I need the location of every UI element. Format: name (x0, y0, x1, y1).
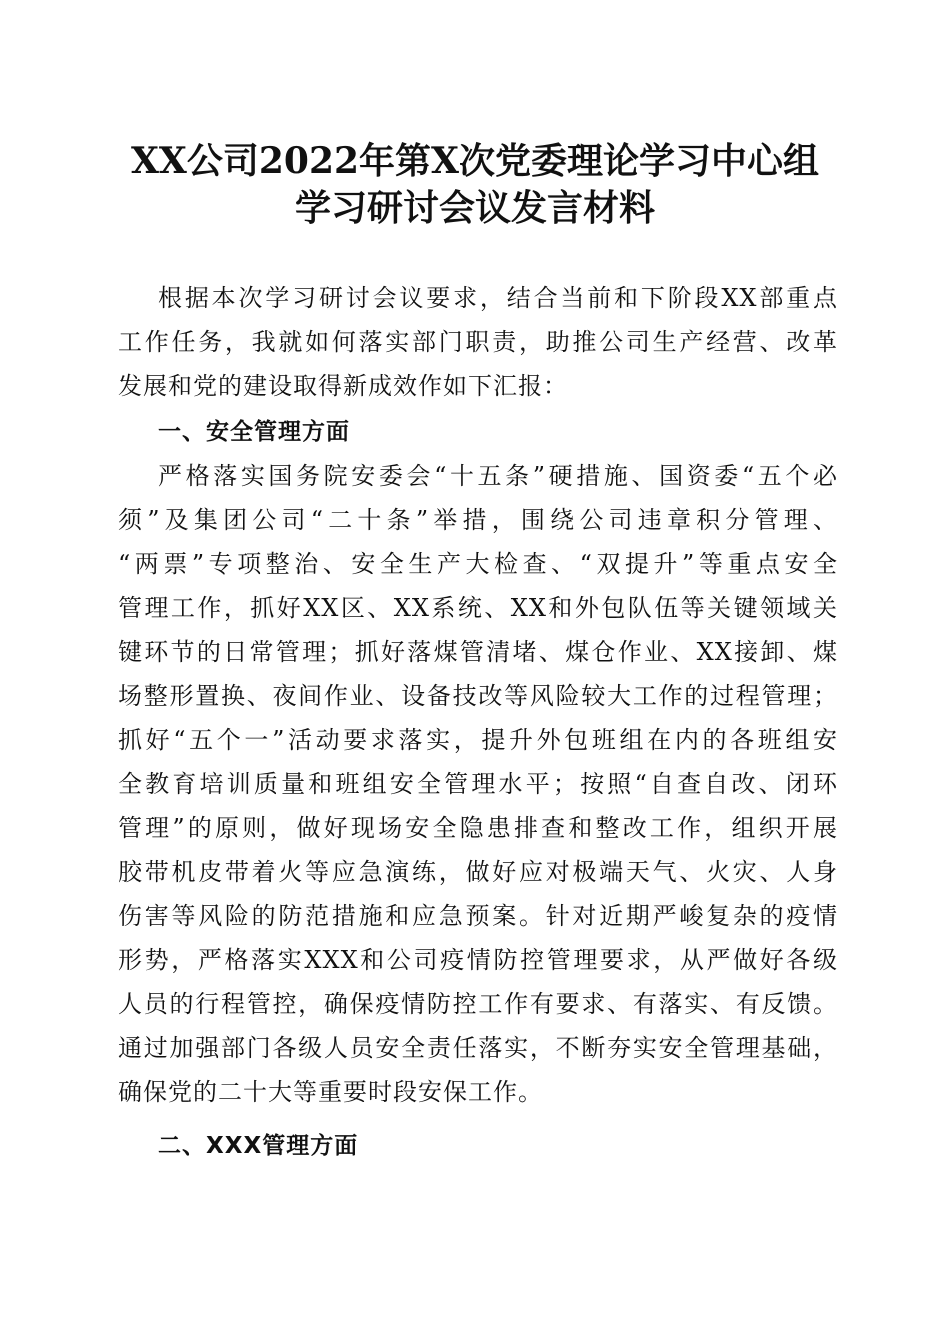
section1-line: 场整形置换、夜间作业、设备技改等风险较大工作的过程管理； (118, 682, 838, 710)
section1-line: 须”及集团公司“二十条”举措，围绕公司违章积分管理、 (118, 506, 838, 534)
intro-line: 发展和党的建设取得新成效作如下汇报： (118, 372, 568, 400)
section1-line: 胶带机皮带着火等应急演练，做好应对极端天气、火灾、人身 (118, 858, 838, 886)
section1-line: 伤害等风险的防范措施和应急预案。针对近期严峻复杂的疫情 (118, 902, 838, 930)
section1-line: 全教育培训质量和班组安全管理水平；按照“自查自改、闭环 (118, 770, 838, 798)
section-heading-safety: 一、安全管理方面 (158, 419, 350, 445)
section-heading-xxx: 二、XXX管理方面 (158, 1133, 359, 1159)
section1-line: “两票”专项整治、安全生产大检查、“双提升”等重点安全 (118, 550, 838, 578)
section1-line: 严格落实国务院安委会“十五条”硬措施、国资委“五个必 (158, 462, 838, 490)
section1-line: 管理”的原则，做好现场安全隐患排查和整改工作，组织开展 (118, 814, 838, 842)
section1-line: 键环节的日常管理；抓好落煤管清堵、煤仓作业、XX接卸、煤 (118, 638, 838, 666)
intro-line: 工作任务，我就如何落实部门职责，助推公司生产经营、改革 (118, 328, 838, 356)
section1-line: 抓好“五个一”活动要求落实，提升外包班组在内的各班组安 (118, 726, 838, 754)
section1-line: 形势，严格落实XXX和公司疫情防控管理要求，从严做好各级 (118, 946, 838, 974)
document-title-line-2: 学习研讨会议发言材料 (294, 187, 655, 229)
section1-line: 管理工作，抓好XX区、XX系统、XX和外包队伍等关键领域关 (118, 594, 838, 622)
section1-line: 确保党的二十大等重要时段安保工作。 (118, 1078, 543, 1106)
document-title-line-1: XX公司2022年第X次党委理论学习中心组 (131, 140, 819, 182)
intro-line: 根据本次学习研讨会议要求，结合当前和下阶段XX部重点 (158, 284, 838, 312)
section1-line: 人员的行程管控，确保疫情防控工作有要求、有落实、有反馈。 (118, 990, 838, 1018)
section1-line: 通过加强部门各级人员安全责任落实，不断夯实安全管理基础， (118, 1034, 838, 1062)
